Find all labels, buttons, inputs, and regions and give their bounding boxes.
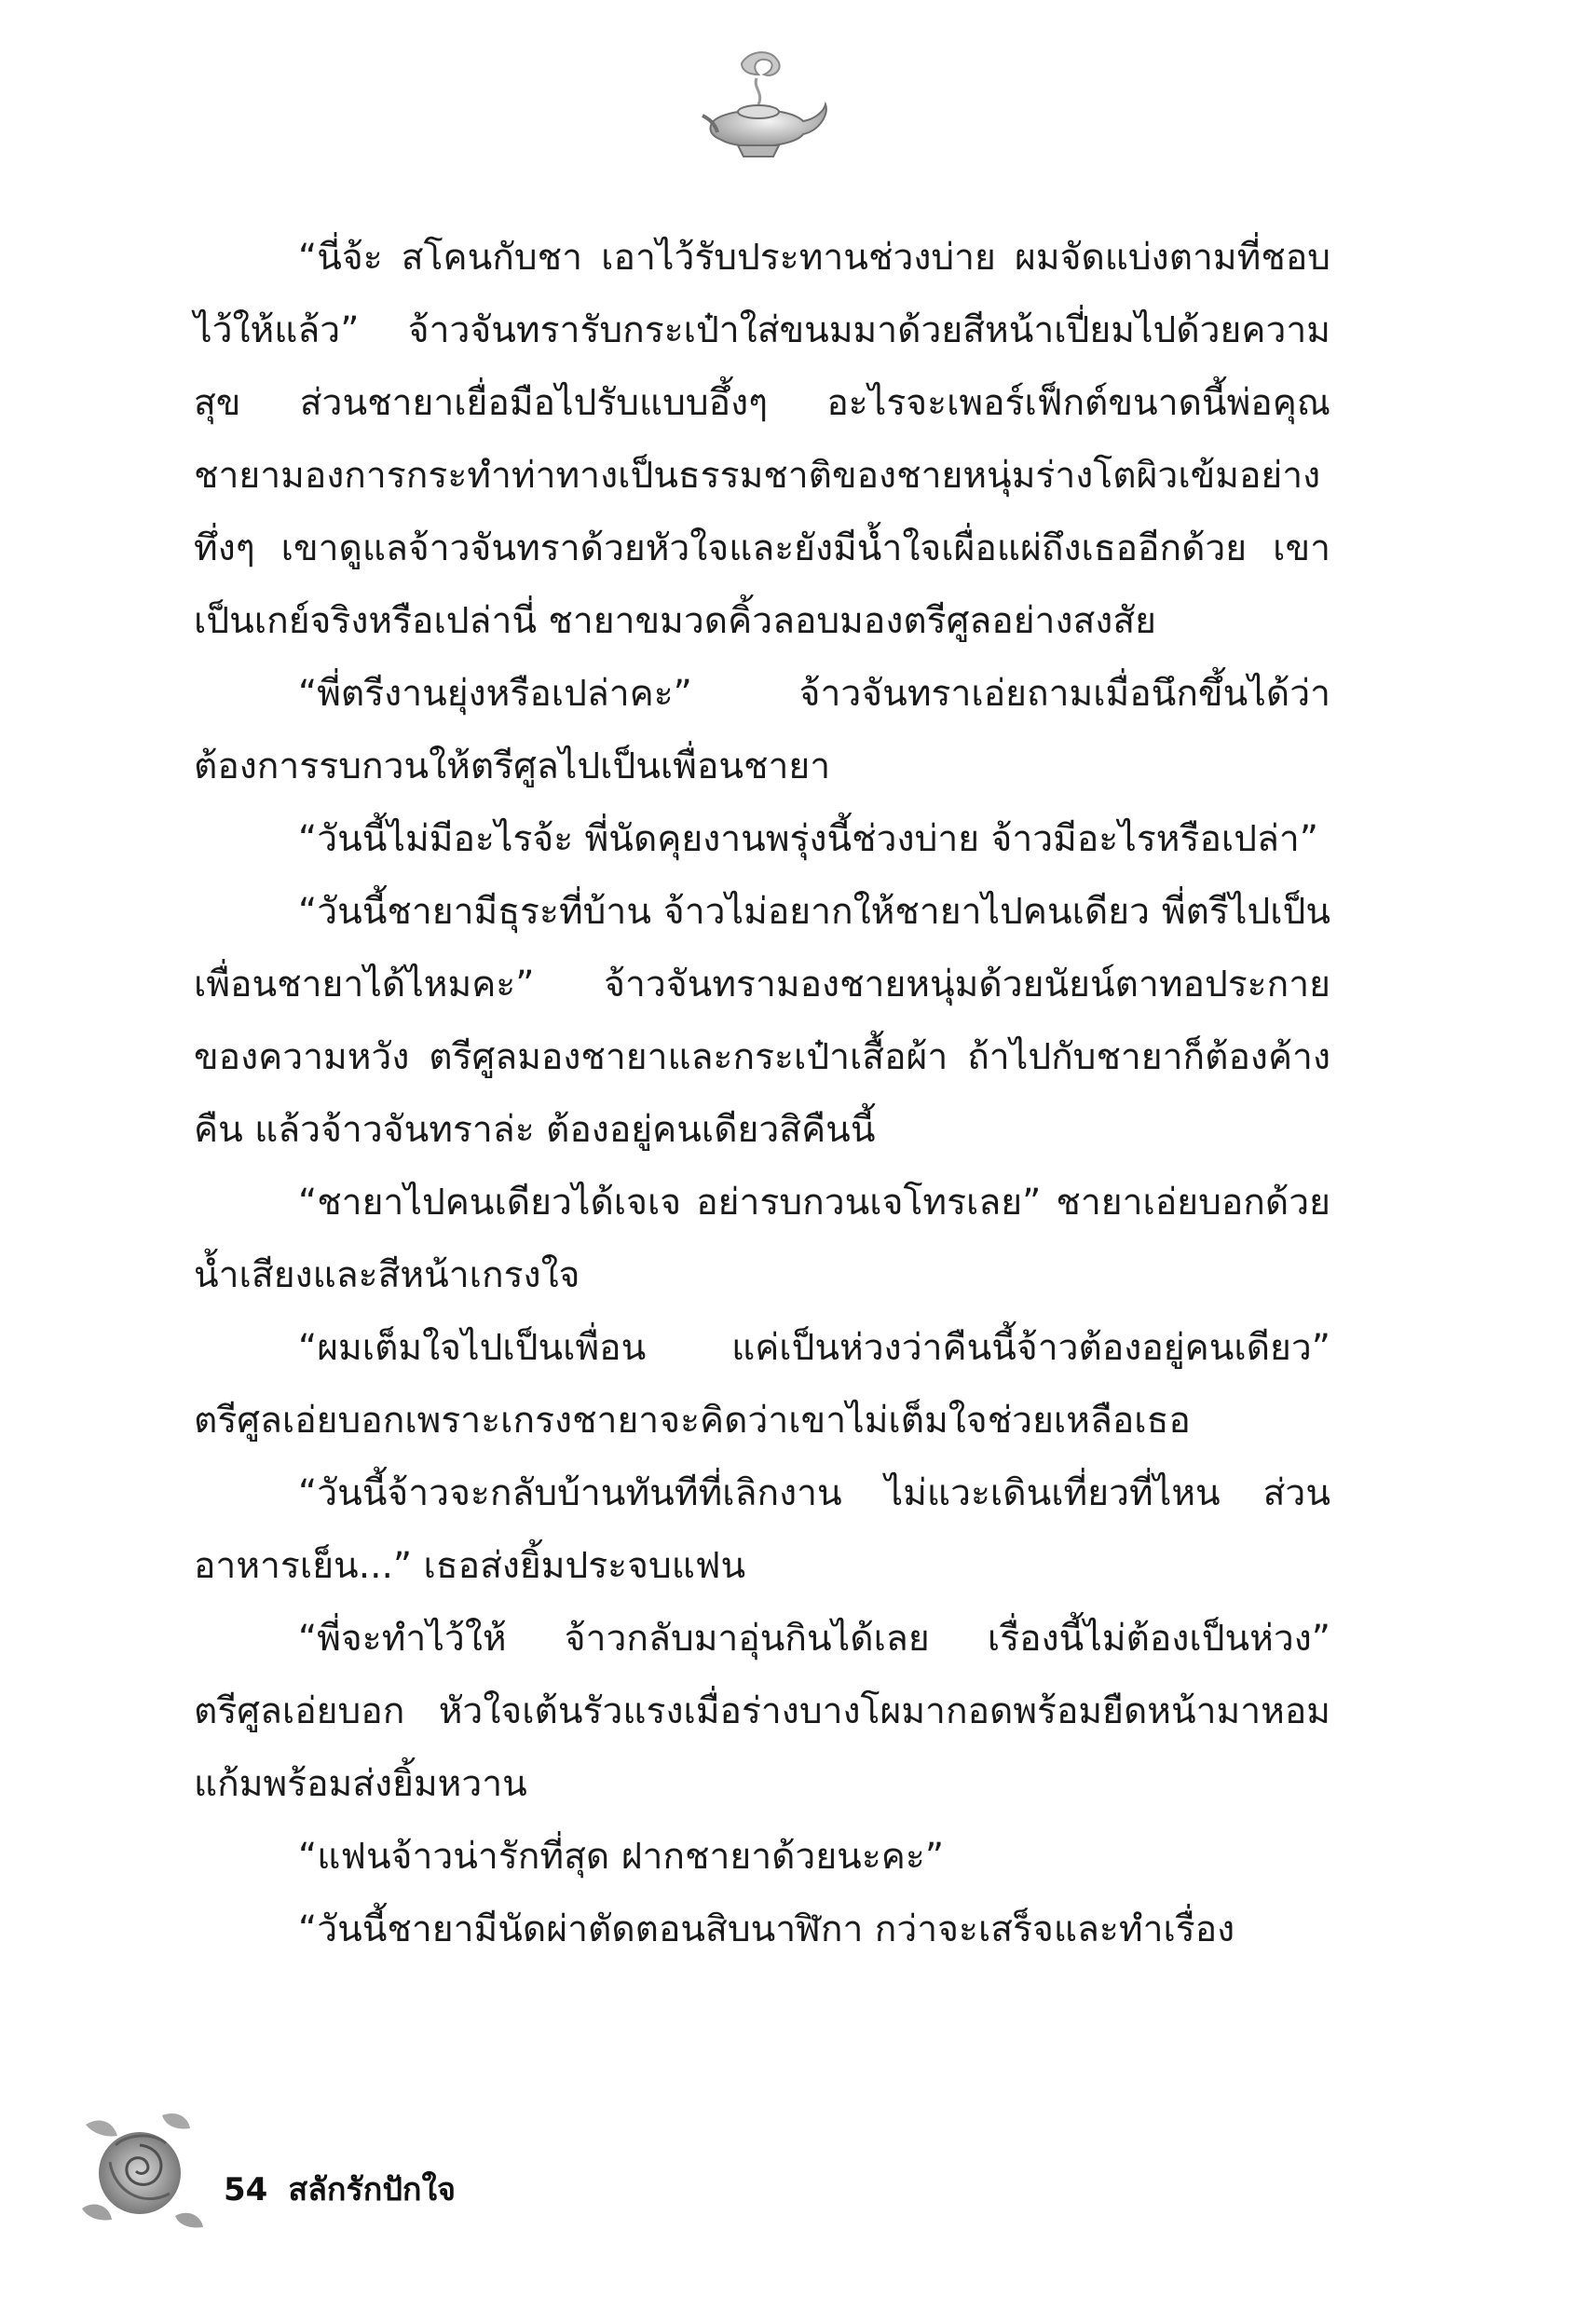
paragraph: “วันนี้ไม่มีอะไรจ้ะ พี่นัดคุยงานพรุ่งนี้ช่วงบ่าย จ้าวมีอะไรหรือเปล่า” xyxy=(298,818,1318,860)
paragraph: “วันนี้ชายามีธุระที่บ้าน จ้าวไม่อยากให้ชายาไปคนเดียว พี่ตรีไปเป็นเพื่อนชายาได้ไหมคะ” จ้าวจันทรามองชายหนุ่มด้วยนัยน์ตาทอประกายของความหวัง ตรีศูลมองชายาและกระเป๋าเสื้อผ้า ถ้าไปกับชายาก็ต้องค้างคืน แล้วจ้าวจันทราล่ะ ต้องอยู่คนเดียวสิคืนนี้ xyxy=(194,891,1330,1151)
paragraph: “ชายาไปคนเดียวได้เจเจ อย่ารบกวนเจโทรเลย” ชายาเอ่ยบอกด้วยน้ำเสียงและสีหน้าเกรงใจ xyxy=(194,1182,1330,1296)
body-text xyxy=(194,222,1330,1966)
page-number: 54 xyxy=(224,2171,268,2208)
paragraph: “นี่จ้ะ สโคนกับชา เอาไว้รับประทานช่วงบ่าย ผมจัดแบ่งตามที่ชอบไว้ให้แล้ว” จ้าวจันทรารับกระเป๋าใส่ขนมมาด้วยสีหน้าเปี่ยมไปด้วยความสุข ส่วนชายาเยื่อมือไปรับแบบอึ้งๆ อะไรจะเพอร์เฟ็กต์ขนาดนี้พ่อคุณ ชายามองการกระทำท่าทางเป็นธรรมชาติของชายหนุ่มร่างโตผิวเข้มอย่างทึ่งๆ เขาดูแลจ้าวจันทราด้วยหัวใจและยังมีน้ำใจเผื่อแผ่ถึงเธออีกด้วย เขาเป็นเกย์จริงหรือเปล่านี่ ชายาขมวดคิ้วลอบมองตรีศูลอย่างสงสัย xyxy=(194,237,1330,642)
paragraph: “พี่ตรีงานยุ่งหรือเปล่าคะ” จ้าวจันทราเอ่ยถามเมื่อนึกขึ้นได้ว่าต้องการรบกวนให้ตรีศูลไปเป็นเพื่อนชายา xyxy=(194,673,1330,787)
page-footer xyxy=(224,2164,456,2214)
magic-lamp-icon xyxy=(684,47,833,177)
paragraph: “แฟนจ้าวน่ารักที่สุด ฝากชายาด้วยนะคะ” xyxy=(298,1836,945,1878)
paragraph: “พี่จะทำไว้ให้ จ้าวกลับมาอุ่นกินได้เลย เรื่องนี้ไม่ต้องเป็นห่วง” ตรีศูลเอ่ยบอก หัวใจเต้นรัวแรงเมื่อร่างบางโผมากอดพร้อมยืดหน้ามาหอมแก้มพร้อมส่งยิ้มหวาน xyxy=(194,1618,1330,1805)
rose-icon xyxy=(73,2097,212,2246)
paragraph: “วันนี้จ้าวจะกลับบ้านทันทีที่เลิกงาน ไม่แวะเดินเที่ยวที่ไหน ส่วนอาหารเย็น...” เธอส่งยิ้มประจบแฟน xyxy=(194,1472,1330,1587)
paragraph: “ผมเต็มใจไปเป็นเพื่อน แค่เป็นห่วงว่าคืนนี้จ้าวต้องอยู่คนเดียว” ตรีศูลเอ่ยบอกเพราะเกรงชายาจะคิดว่าเขาไม่เต็มใจช่วยเหลือเธอ xyxy=(194,1327,1330,1442)
paragraph: “วันนี้ชายามีนัดผ่าตัดตอนสิบนาฬิกา กว่าจะเสร็จและทำเรื่อง xyxy=(298,1908,1235,1950)
book-title: สลักรักปักใจ xyxy=(288,2171,457,2208)
